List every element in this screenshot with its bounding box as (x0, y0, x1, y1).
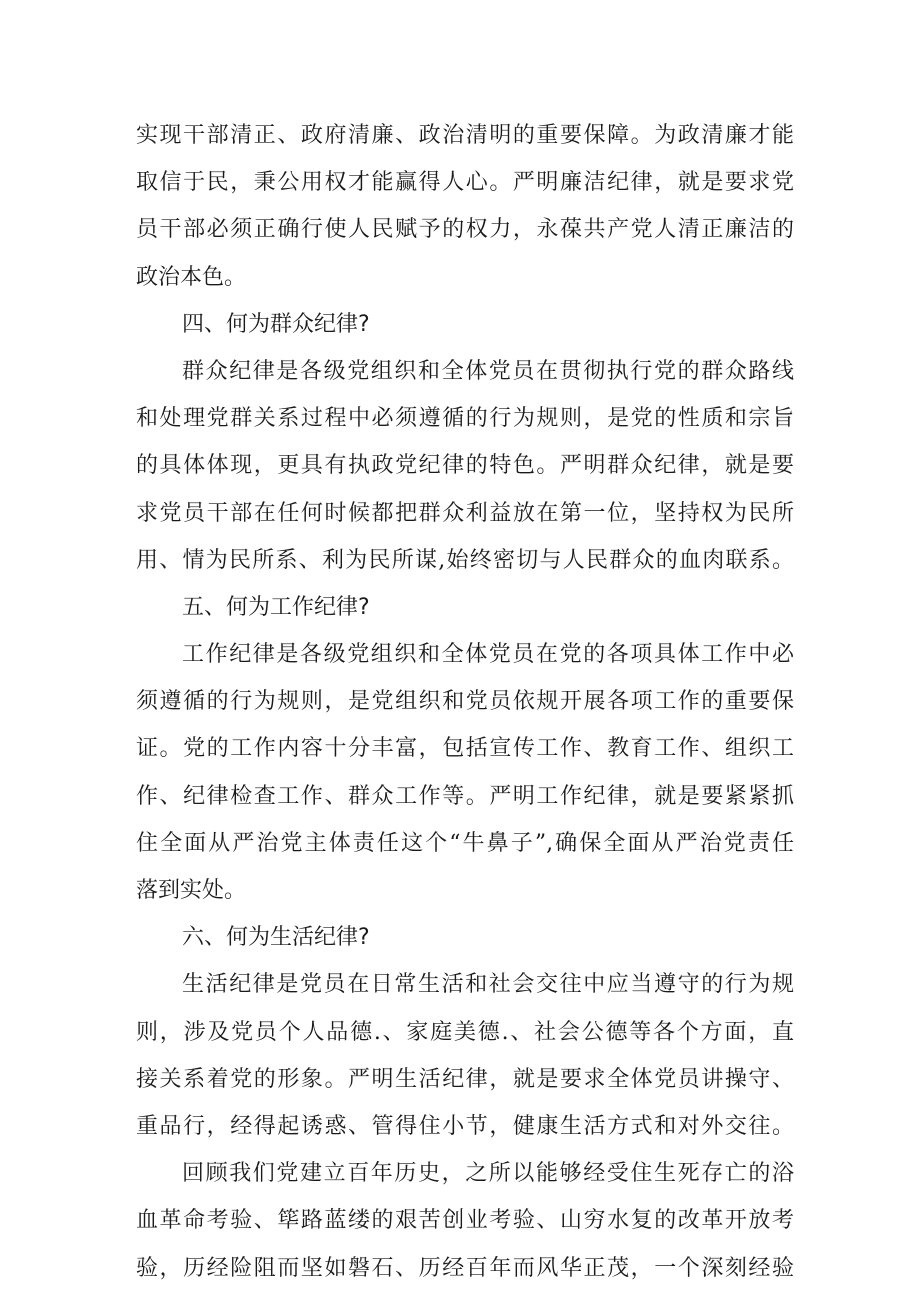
text-line-23: 回顾我们党建立百年历史，之所以能够经受住生死存亡的浴 (182, 1161, 794, 1187)
text-line-6: 群众纪律是各级党组织和全体党员在贯彻执行党的群众路线 (182, 358, 794, 384)
text-line-12: 工作纪律是各级党组织和全体党员在党的各项具体工作中必 (182, 642, 794, 668)
text-line-22: 重品行，经得起诱惑、管得住小节，健康生活方式和对外交往。 (136, 1113, 794, 1139)
text-line-20: 则，涉及党员个人品德.、家庭美德.、社会公德等各个方面，直 (136, 1019, 794, 1045)
text-line-3: 员干部必须正确行使人民赋予的权力，永葆共产党人清正廉洁的 (136, 217, 794, 243)
text-line-2: 取信于民，秉公用权才能赢得人心。严明廉洁纪律，就是要求党 (136, 170, 794, 196)
text-line-17: 落到实处。 (136, 878, 247, 903)
text-line-10: 用、情为民所系、利为民所谋,始终密切与人民群众的血肉联系。 (136, 547, 794, 573)
text-line-24: 血革命考验、筚路蓝缕的艰苦创业考验、山穷水复的改革开放考 (136, 1208, 794, 1234)
text-line-1: 实现干部清正、政府清廉、政治清明的重要保障。为政清廉才能 (136, 123, 794, 148)
text-line-21: 接关系着党的形象。严明生活纪律，就是要求全体党员讲操守、 (136, 1066, 794, 1092)
text-line-14: 证。党的工作内容十分丰富，包括宣传工作、教育工作、组织工 (136, 736, 794, 762)
document-body (136, 112, 794, 1292)
text-line-9: 求党员干部在任何时候都把群众利益放在第一位，坚持权为民所 (136, 500, 794, 526)
text-line-19: 生活纪律是党员在日常生活和社会交往中应当遵守的行为规 (182, 972, 794, 998)
text-line-13: 须遵循的行为规则，是党组织和党员依规开展各项工作的重要保 (136, 689, 794, 715)
section-heading-6: 六、何为生活纪律? (182, 925, 370, 951)
section-heading-5: 五、何为工作纪律? (182, 594, 370, 620)
section-heading-4: 四、何为群众纪律? (182, 311, 370, 337)
text-line-4: 政治本色。 (136, 264, 247, 290)
text-line-7: 和处理党群关系过程中必须遵循的行为规则，是党的性质和宗旨 (136, 406, 794, 432)
text-line-15: 作、纪律检查工作、群众工作等。严明工作纪律，就是要紧紧抓 (136, 783, 794, 809)
text-line-16: 住全面从严治党主体责任这个“牛鼻子”,确保全面从严治党责任 (136, 830, 794, 856)
text-line-25: 验，历经险阻而坚如磐石、历经百年而风华正茂，一个深刻经验 (136, 1255, 794, 1281)
text-line-8: 的具体体现，更具有执政党纪律的特色。严明群众纪律，就是要 (136, 453, 794, 479)
